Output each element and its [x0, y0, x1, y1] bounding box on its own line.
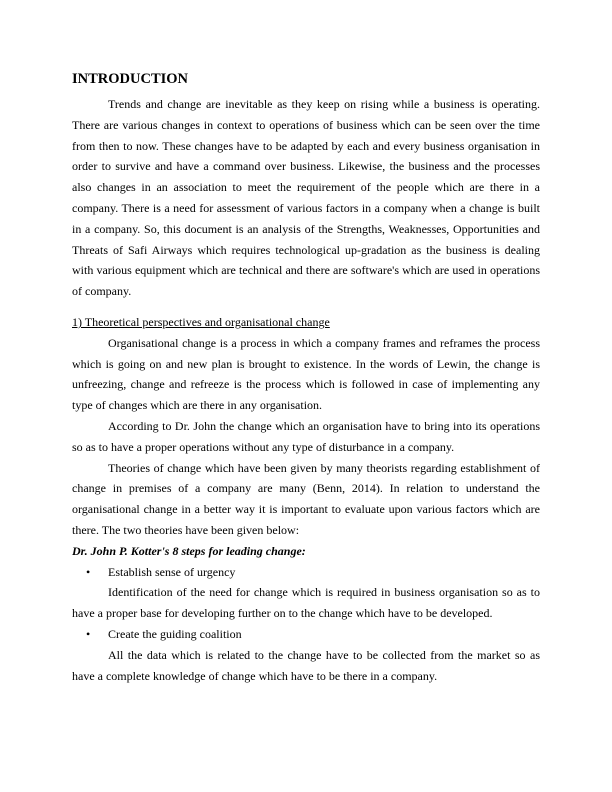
section-paragraph: Theories of change which have been given by many theorists regarding establishment of change in premises of a company are many (Benn, 2014). In relation to understand the organisational change in a better way it is important to evaluate upon various factors which are there. The two theories have been given below: — [72, 460, 540, 537]
document-page — [72, 70, 540, 686]
intro-paragraph: Trends and change are inevitable as they keep on rising while a business is operating. There are various changes in context to operations of business which can be seen over the time from then to now. These changes have to be adapted by each and every business organisation in order to survive and have a command over business. Likewise, the business and the processes also changes in an association to meet the requirement of the people which are there in a company. There is a need for assessment of various factors in a company when a change is built in a company. So, this document is an analysis of the Strengths, Weaknesses, Opportunities and Threats of Safi Airways which requires technological up-gradation as the business is dealing with various equipment which are technical and there are software's which are used in operations of company. — [72, 97, 540, 299]
list-item — [72, 624, 540, 645]
list-item-label: Create the guiding coalition — [108, 626, 242, 641]
section-paragraph: Organisational change is a process in which a company frames and reframes the process which is going on and new plan is brought to existence. In the words of Lewin, the change is unfreezing, change and refreeze is the process which is followed in case of implementing any type of changes which are there in any organisation. — [72, 335, 540, 413]
list-item-text: All the data which is related to the change have to be collected from the market so as have a complete knowledge of change which have to be there in a company. — [72, 647, 540, 683]
bullet-icon: • — [86, 626, 91, 641]
list-item-text: Identification of the need for change which is required in business organisation so as to have a proper base for developing further on to the change which have to be developed. — [72, 585, 540, 621]
list-item — [72, 562, 540, 583]
list-item-label: Establish sense of urgency — [108, 564, 236, 579]
kotter-subheading: Dr. John P. Kotter's 8 steps for leading change: — [72, 543, 306, 558]
page-heading: INTRODUCTION — [72, 71, 189, 87]
section-paragraph: According to Dr. John the change which an organisation have to bring into its operations so as to have a proper operations without any type of disturbance in a company. — [72, 418, 540, 454]
section-title: 1) Theoretical perspectives and organisational change — [72, 314, 330, 329]
bullet-icon: • — [86, 564, 91, 579]
